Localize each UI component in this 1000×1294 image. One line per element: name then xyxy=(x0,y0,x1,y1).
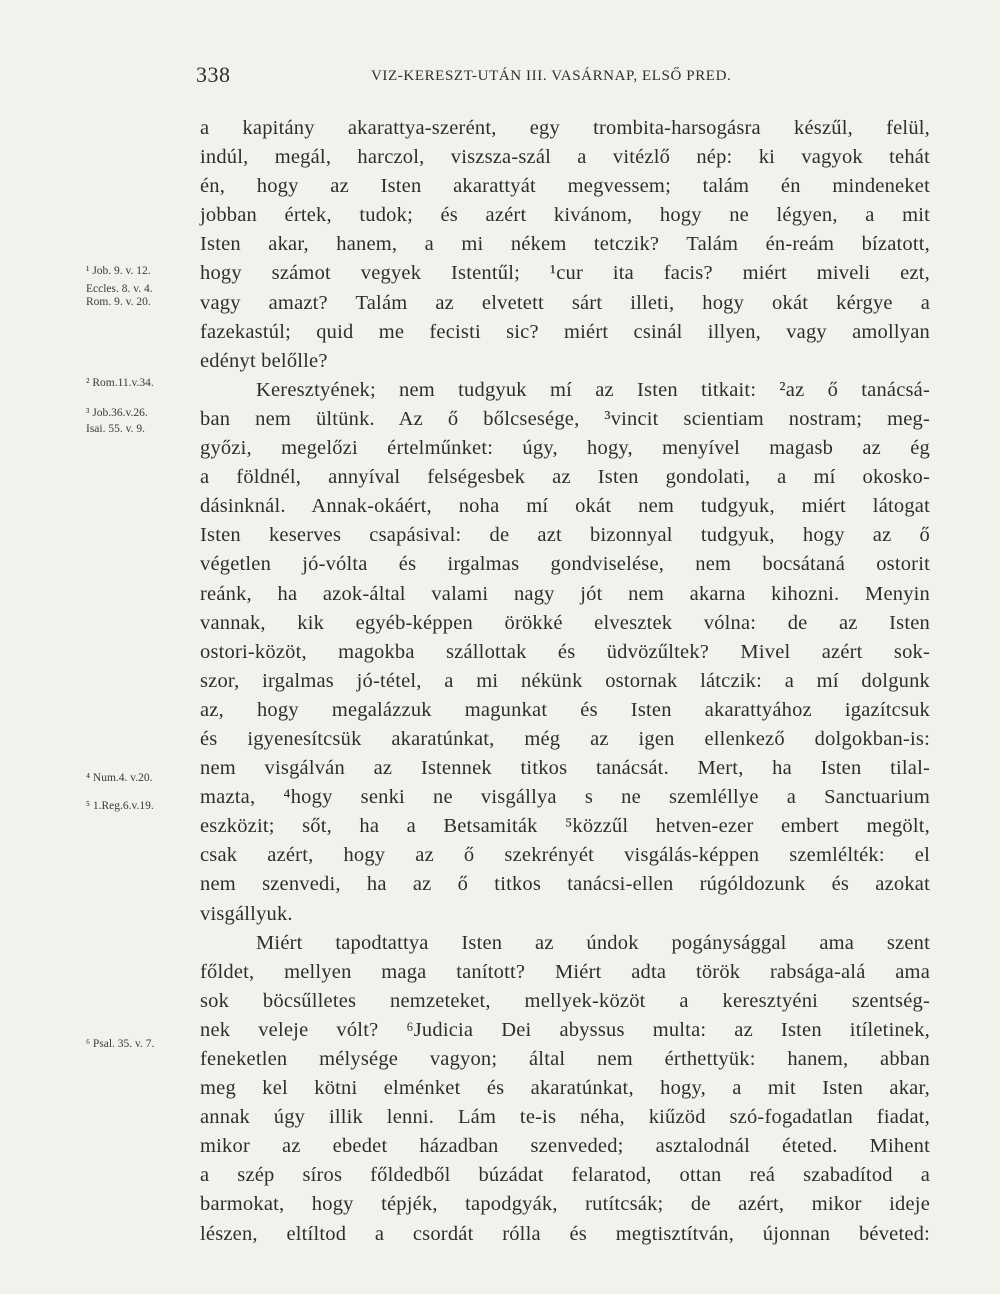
text-line: mazta, ⁴hogy senki ne visgállya s ne szemléllye a Sanctuarium xyxy=(200,786,930,809)
text-line: a szép síros főldedből búzádat felaratod, ottan reá szabadítod a xyxy=(200,1164,930,1187)
margin-note: Isai. 55. v. 9. xyxy=(86,423,145,435)
margin-note: ² Rom.11.v.34. xyxy=(86,377,154,389)
text-line: edényt belőlle? xyxy=(200,349,328,372)
text-line: sok böcsűlletes nemzeteket, mellyek-közöt a keresztyéni szentség- xyxy=(200,989,930,1012)
margin-note: Rom. 9. v. 20. xyxy=(86,296,151,308)
text-line: ostori-közöt, magokba szállottak és üdvözűltek? Mivel azért sok- xyxy=(200,640,930,663)
text-line: hogy számot vegyek Istentűl; ¹cur ita facis? miért miveli ezt, xyxy=(200,262,930,285)
text-line: Miért tapodtattya Isten az úndok pogánysággal ama szent xyxy=(256,931,930,954)
text-line: mikor az ebedet házadban szenveded; asztalodnál éteted. Mihent xyxy=(200,1135,930,1158)
text-line: és igyenesítcsük akaratúnkat, még az igen ellenkező dolgokban-is: xyxy=(200,727,930,750)
text-line: ban nem ültünk. Az ő bőlcsesége, ³vincit scientiam nostram; meg- xyxy=(200,407,930,430)
text-line: végetlen jó-vólta és irgalmas gondviselése, nem bocsátaná ostorit xyxy=(200,553,930,576)
text-line: vannak, kik egyéb-képpen örökké elvesztek vólna: de az Isten xyxy=(200,611,930,634)
text-line: Keresztyének; nem tudgyuk mí az Isten titkait: ²az ő tanácsá- xyxy=(256,378,930,401)
text-line: a földnél, annyíval felségesbek az Isten gondolati, a mí okosko- xyxy=(200,466,930,489)
margin-note: ⁴ Num.4. v.20. xyxy=(86,772,153,784)
text-line: indúl, megál, harczol, viszsza-szál a vitézlő nép: ki vagyok tehát xyxy=(200,146,930,169)
page-header xyxy=(196,62,936,92)
text-line: nem visgálván az Istennek titkos tanácsát. Mert, ha Isten tilal- xyxy=(200,757,930,780)
text-line: barmokat, hogy tépjék, tapodgyák, rutítcsák; de azért, mikor ideje xyxy=(200,1193,930,1216)
margin-note: ⁶ Psal. 35. v. 7. xyxy=(86,1038,155,1050)
text-line: feneketlen mélysége vagyon; által nem érthettyük: hanem, abban xyxy=(200,1048,930,1070)
text-line: meg kel kötni elménket és akaratúnkat, hogy, a mit Isten akar, xyxy=(200,1077,930,1100)
text-line: eszközit; sőt, ha a Betsamiták ⁵közzűl hetven-ezer embert megölt, xyxy=(200,815,930,838)
text-line: Isten keserves csapásival: de azt bizonnyal tudgyuk, hogy az ő xyxy=(200,524,930,547)
text-line: vagy amazt? Talám az elvetett sárt illeti, hogy okát kérgye a xyxy=(200,291,930,314)
text-line: győzi, megelőzi értelműnket: úgy, hogy, menyível magasb az ég xyxy=(200,437,930,460)
text-line: főldet, mellyen maga tanított? Miért adta török rabsága-alá ama xyxy=(200,960,930,983)
text-line: szor, irgalmas jó-tétel, a mi nékünk ostornak látczik: a mí dolgunk xyxy=(200,669,930,692)
text-line: annak úgy illik lenni. Lám te-is néha, kiűzöd szó-fogadatlan fiadat, xyxy=(200,1106,930,1129)
text-line: dásinknál. Annak-okáért, noha mí okát nem tudgyuk, miért látogat xyxy=(200,495,930,518)
text-line: lészen, eltíltod a csordát rólla és megtisztítván, újonnan béveted: xyxy=(200,1222,930,1245)
margin-note: ¹ Job. 9. v. 12. xyxy=(86,265,151,277)
text-line: jobban értek, tudok; és azért kivánom, hogy ne légyen, a mit xyxy=(200,204,930,227)
running-head: VIZ-KERESZT-UTÁN III. VASÁRNAP, ELSŐ PRED. xyxy=(371,68,732,84)
text-line: reánk, ha azok-által valami nagy jót nem akarna kihozni. Menyin xyxy=(200,582,930,605)
margin-note: ⁵ 1.Reg.6.v.19. xyxy=(86,800,154,812)
text-line: fazekastúl; quid me fecisti sic? miért csinál illyen, vagy amollyan xyxy=(200,320,930,343)
text-line: csak azért, hogy az ő szekrényét visgálás-képpen szemlélték: el xyxy=(200,844,930,867)
text-line: az, hogy megalázzuk magunkat és Isten akarattyához igazítcsuk xyxy=(200,698,930,721)
text-line: nem szenvedi, ha az ő titkos tanácsi-ellen rúgóldozunk és azokat xyxy=(200,873,930,896)
text-line: visgállyuk. xyxy=(200,902,293,925)
text-line: Isten akar, hanem, a mi nékem tetczik? Talám én-reám bízatott, xyxy=(200,233,930,256)
margin-note: Eccles. 8. v. 4. xyxy=(86,283,153,295)
margin-note: ³ Job.36.v.26. xyxy=(86,407,148,419)
text-line: a kapitány akarattya-szerént, egy trombita-harsogásra készűl, felül, xyxy=(200,117,930,139)
body-text xyxy=(200,114,930,1249)
page-number: 338 xyxy=(196,62,231,87)
text-line: én, hogy az Isten akarattyát megvessem; talám én mindeneket xyxy=(200,175,930,198)
text-line: nek veleje vólt? ⁶Judicia Dei abyssus multa: az Isten itíletinek, xyxy=(200,1018,930,1041)
